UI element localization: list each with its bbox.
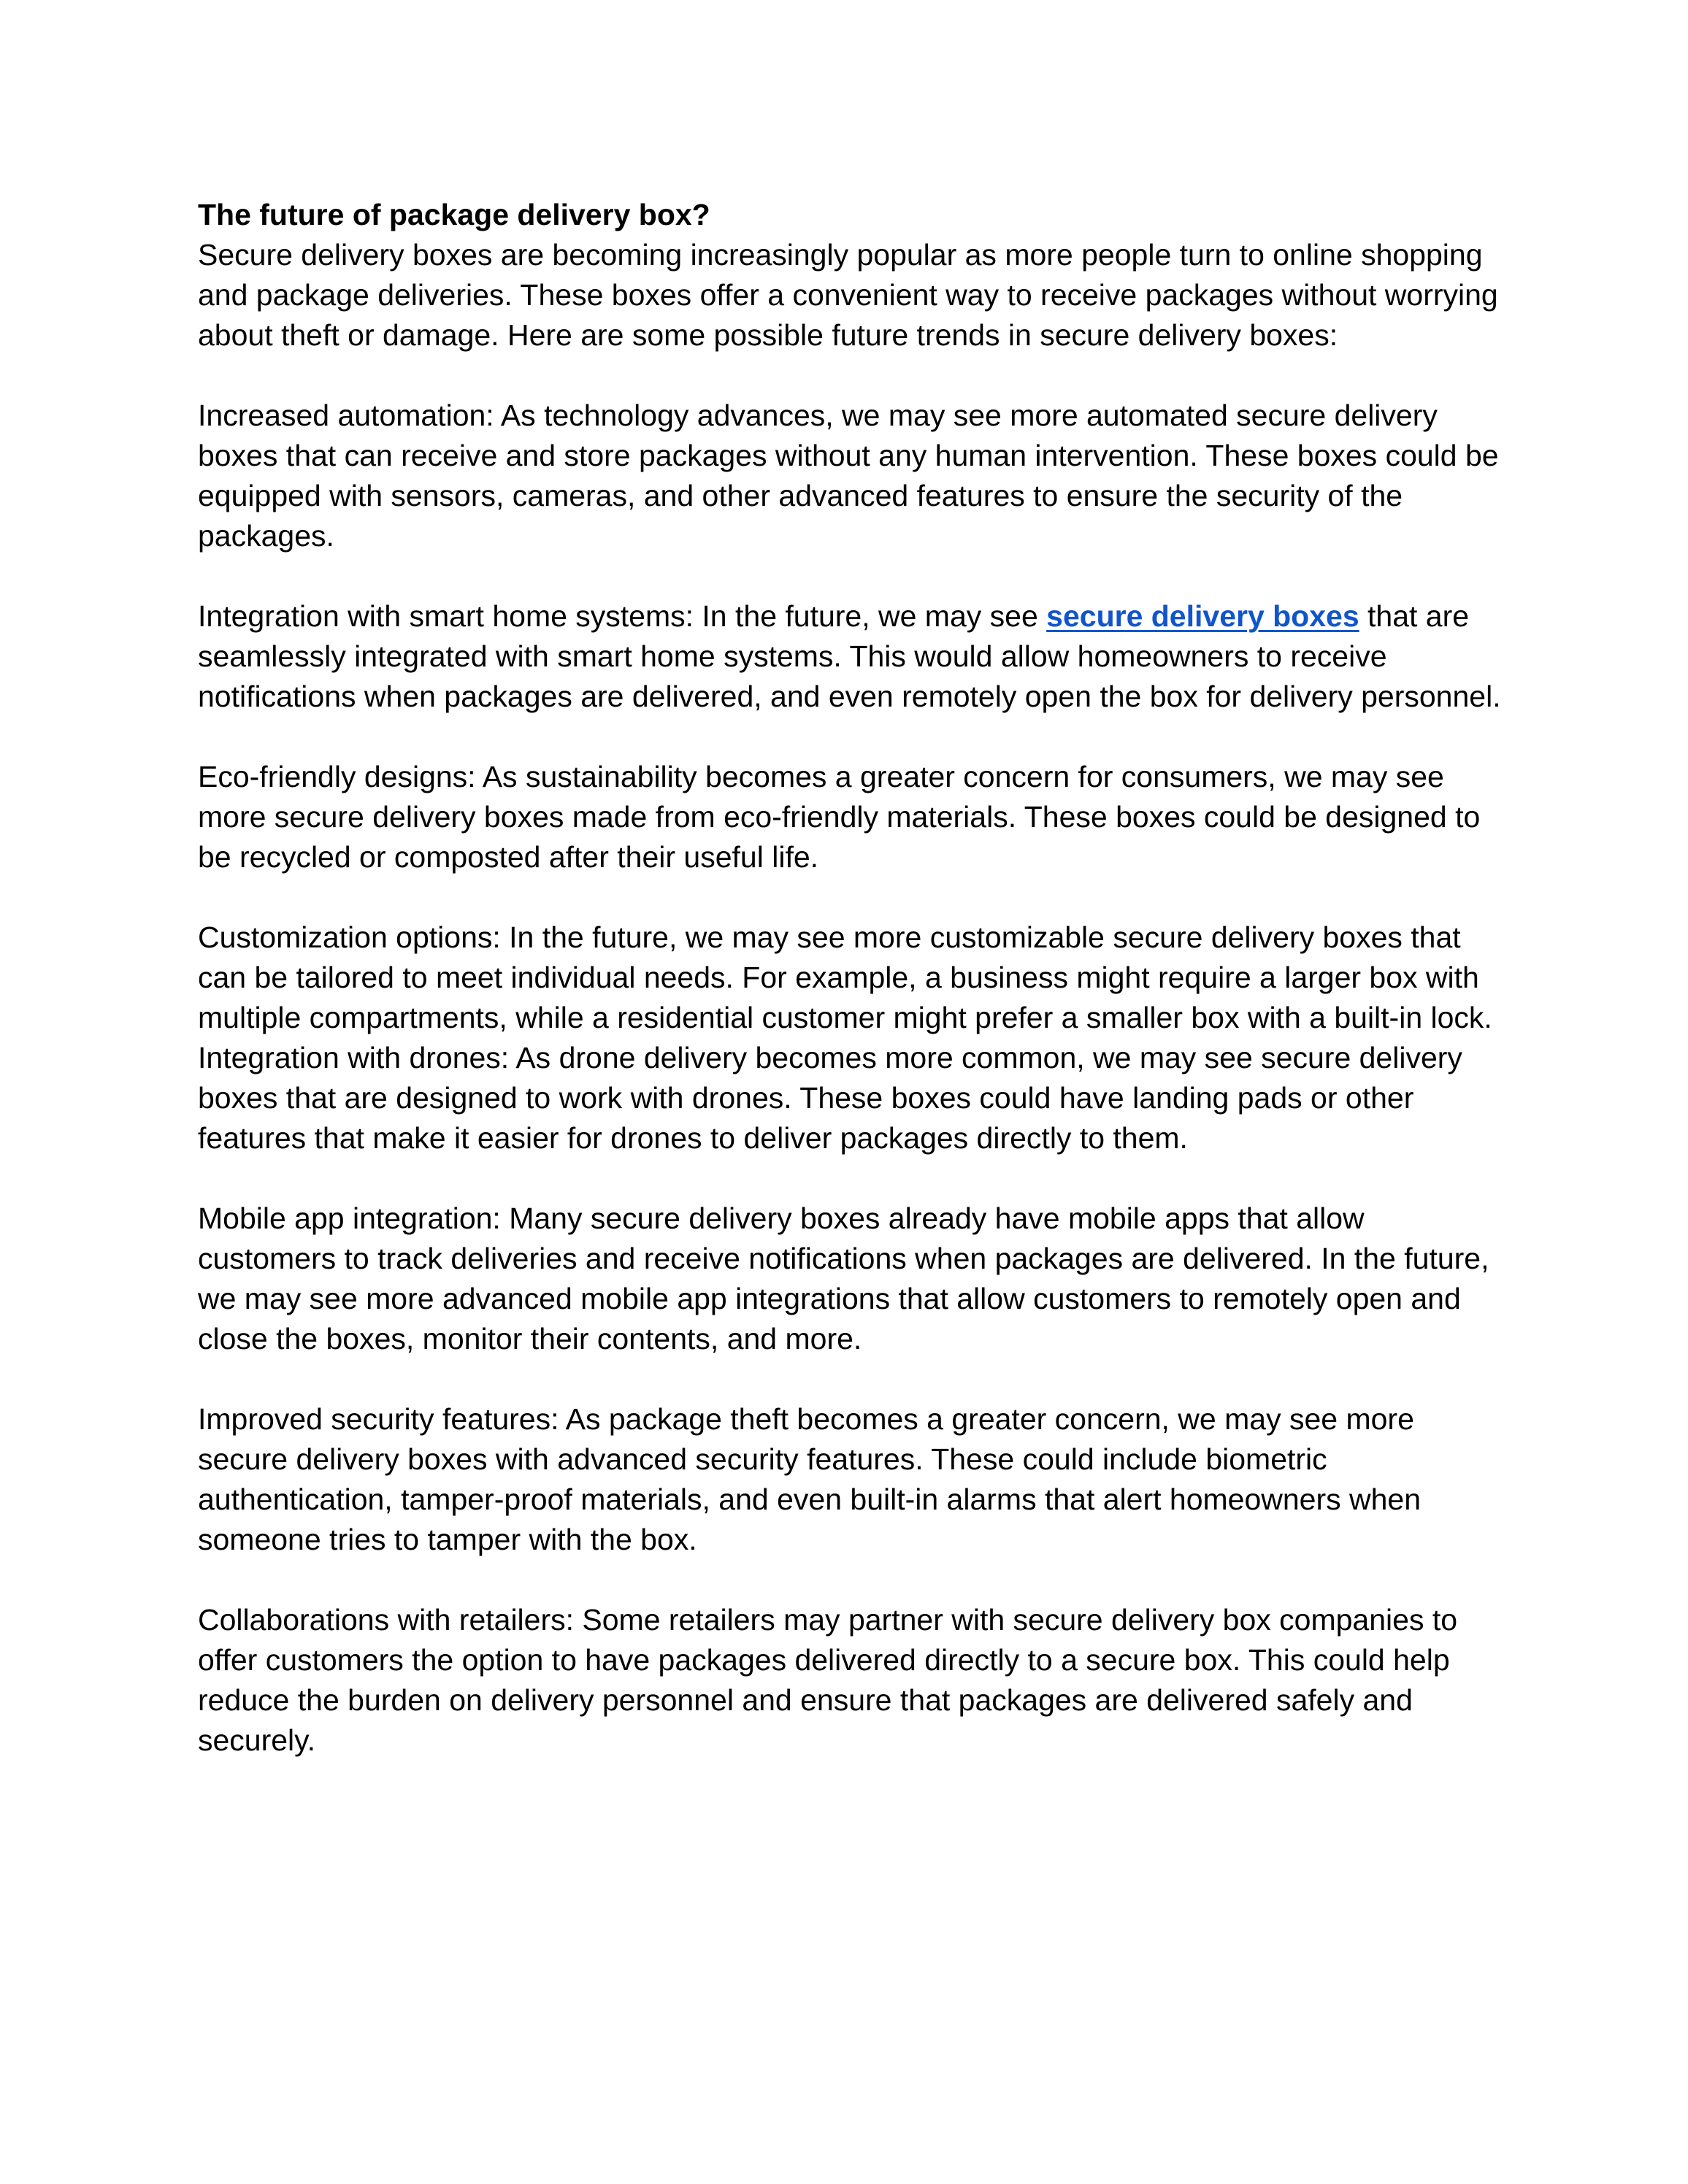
retailers-paragraph: Collaborations with retailers: Some retailers may partner with secure delivery box companies to offer customers the option to have packages delivered directly to a secure box. This could help reduce the burden on delivery personnel and ensure that packages are delivered safely and securely. bbox=[198, 1603, 1458, 1757]
document-title: The future of package delivery box? bbox=[198, 198, 710, 231]
document-page bbox=[198, 195, 1505, 1761]
paragraph-gap bbox=[198, 1560, 1505, 1600]
paragraph-gap bbox=[198, 877, 1505, 918]
paragraph-gap bbox=[198, 717, 1505, 757]
paragraph-gap bbox=[198, 556, 1505, 596]
automation-paragraph: Increased automation: As technology advances, we may see more automated secure delivery boxes that can receive and store packages without any human intervention. These boxes could be equipped with sensors, cameras, and other advanced features to ensure the security of the packages. bbox=[198, 399, 1499, 553]
mobile-app-paragraph: Mobile app integration: Many secure delivery boxes already have mobile apps that allow customers to track deliveries and receive notifications when packages are delivered. In the future, we may see more advanced mobile app integrations that allow customers to remotely open and close the boxes, monitor their contents, and more. bbox=[198, 1201, 1489, 1356]
smart-home-paragraph bbox=[198, 596, 1505, 717]
smart-home-text-after: that are seamlessly integrated with smart home systems. This would allow homeowners to receive notifications when packages are delivered, and even remotely open the box for delivery personnel. bbox=[198, 599, 1501, 713]
customization-paragraph: Customization options: In the future, we may see more customizable secure delivery boxes that can be tailored to meet individual needs. For example, a business might require a larger box with multiple compartments, while a residential customer might prefer a smaller box with a built-in lock. bbox=[198, 920, 1492, 1034]
security-paragraph: Improved security features: As package theft becomes a greater concern, we may see more secure delivery boxes with advanced security features. These could include biometric authentication, tamper-proof materials, and even built-in alarms that alert homeowners when someone tries to tamper with the box. bbox=[198, 1402, 1422, 1556]
paragraph-gap bbox=[198, 355, 1505, 396]
secure-delivery-boxes-link[interactable]: secure delivery boxes bbox=[1046, 599, 1359, 633]
smart-home-text-before: Integration with smart home systems: In the future, we may see bbox=[198, 599, 1047, 633]
paragraph-gap bbox=[198, 1158, 1505, 1199]
drones-paragraph: Integration with drones: As drone delivery becomes more common, we may see secure delivery boxes that are designed to work with drones. These boxes could have landing pads or other features that make it easier for drones to deliver packages directly to them. bbox=[198, 1041, 1462, 1155]
eco-paragraph: Eco-friendly designs: As sustainability becomes a greater concern for consumers, we may see more secure delivery boxes made from eco-friendly materials. These boxes could be designed to be recycled or composted after their useful life. bbox=[198, 760, 1481, 874]
paragraph-gap bbox=[198, 1359, 1505, 1399]
intro-paragraph: Secure delivery boxes are becoming increasingly popular as more people turn to online shopping and package deliveries. These boxes offer a convenient way to receive packages without worrying about theft or damage. Here are some possible future trends in secure delivery boxes: bbox=[198, 238, 1498, 352]
